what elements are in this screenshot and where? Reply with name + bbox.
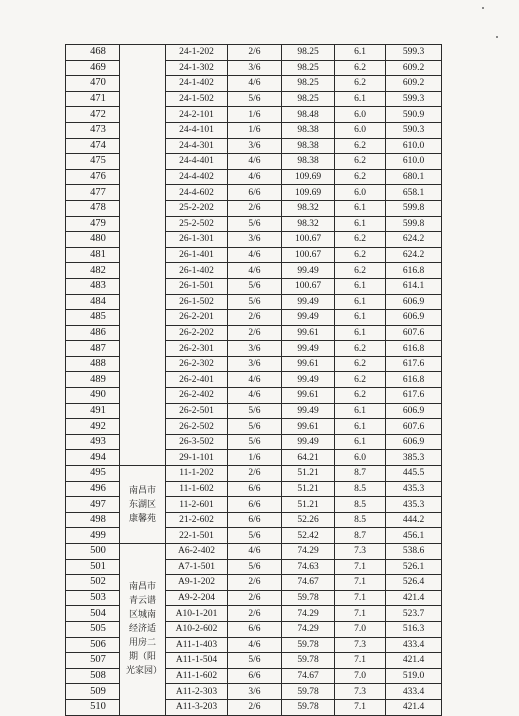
floor-area-cell: 109.69 xyxy=(282,185,335,201)
unit-number-cell: 24-4-301 xyxy=(166,138,228,154)
unit-number-cell: 22-1-501 xyxy=(166,528,228,544)
unit-number-cell: 26-1-301 xyxy=(166,232,228,248)
total-price-cell: 606.9 xyxy=(386,403,442,419)
floor-level-cell: 2/6 xyxy=(228,575,282,591)
unit-number-cell: 26-2-401 xyxy=(166,372,228,388)
total-price-cell: 610.0 xyxy=(386,138,442,154)
row-number-cell: 488 xyxy=(66,356,120,372)
unit-price-cell: 7.1 xyxy=(335,559,386,575)
floor-area-cell: 99.49 xyxy=(282,341,335,357)
unit-price-cell: 7.1 xyxy=(335,590,386,606)
row-number-cell: 495 xyxy=(66,466,120,482)
total-price-cell: 456.1 xyxy=(386,528,442,544)
floor-area-cell: 59.78 xyxy=(282,637,335,653)
row-number-cell: 499 xyxy=(66,528,120,544)
total-price-cell: 421.4 xyxy=(386,699,442,715)
unit-number-cell: 26-2-501 xyxy=(166,403,228,419)
row-number-cell: 490 xyxy=(66,388,120,404)
floor-level-cell: 6/6 xyxy=(228,512,282,528)
total-price-cell: 607.6 xyxy=(386,419,442,435)
unit-number-cell: 26-1-401 xyxy=(166,247,228,263)
unit-price-cell: 6.2 xyxy=(335,76,386,92)
unit-price-cell: 6.1 xyxy=(335,200,386,216)
total-price-cell: 590.9 xyxy=(386,107,442,123)
row-number-cell: 491 xyxy=(66,403,120,419)
row-number-cell: 470 xyxy=(66,76,120,92)
unit-price-cell: 6.1 xyxy=(335,278,386,294)
housing-unit-table xyxy=(65,44,442,716)
floor-level-cell: 1/6 xyxy=(228,107,282,123)
floor-level-cell: 6/6 xyxy=(228,481,282,497)
row-number-cell: 469 xyxy=(66,60,120,76)
unit-price-cell: 6.1 xyxy=(335,419,386,435)
row-number-cell: 502 xyxy=(66,575,120,591)
floor-area-cell: 99.49 xyxy=(282,403,335,419)
floor-area-cell: 98.32 xyxy=(282,216,335,232)
floor-level-cell: 4/6 xyxy=(228,544,282,560)
floor-level-cell: 3/6 xyxy=(228,60,282,76)
total-price-cell: 445.5 xyxy=(386,466,442,482)
row-number-cell: 494 xyxy=(66,450,120,466)
floor-area-cell: 59.78 xyxy=(282,653,335,669)
total-price-cell: 606.9 xyxy=(386,294,442,310)
row-number-cell: 468 xyxy=(66,45,120,61)
unit-price-cell: 6.2 xyxy=(335,232,386,248)
floor-level-cell: 2/6 xyxy=(228,466,282,482)
floor-area-cell: 59.78 xyxy=(282,684,335,700)
total-price-cell: 616.8 xyxy=(386,372,442,388)
total-price-cell: 435.3 xyxy=(386,481,442,497)
total-price-cell: 614.1 xyxy=(386,278,442,294)
total-price-cell: 617.6 xyxy=(386,388,442,404)
unit-price-cell: 6.2 xyxy=(335,154,386,170)
floor-area-cell: 99.49 xyxy=(282,310,335,326)
total-price-cell: 616.8 xyxy=(386,263,442,279)
unit-number-cell: 24-4-401 xyxy=(166,154,228,170)
unit-price-cell: 6.1 xyxy=(335,216,386,232)
row-number-cell: 475 xyxy=(66,154,120,170)
total-price-cell: 610.0 xyxy=(386,154,442,170)
row-number-cell: 492 xyxy=(66,419,120,435)
row-number-cell: 505 xyxy=(66,621,120,637)
floor-area-cell: 100.67 xyxy=(282,278,335,294)
floor-area-cell: 98.38 xyxy=(282,122,335,138)
floor-level-cell: 5/6 xyxy=(228,419,282,435)
total-price-cell: 599.8 xyxy=(386,200,442,216)
unit-number-cell: 11-1-202 xyxy=(166,466,228,482)
unit-number-cell: 11-2-601 xyxy=(166,497,228,513)
unit-number-cell: 21-2-602 xyxy=(166,512,228,528)
floor-area-cell: 98.32 xyxy=(282,200,335,216)
unit-number-cell: 26-2-402 xyxy=(166,388,228,404)
row-number-cell: 476 xyxy=(66,169,120,185)
row-number-cell: 477 xyxy=(66,185,120,201)
floor-area-cell: 98.48 xyxy=(282,107,335,123)
unit-price-cell: 6.1 xyxy=(335,403,386,419)
row-number-cell: 508 xyxy=(66,668,120,684)
total-price-cell: 590.3 xyxy=(386,122,442,138)
unit-number-cell: A11-1-403 xyxy=(166,637,228,653)
floor-area-cell: 74.63 xyxy=(282,559,335,575)
unit-price-cell: 6.1 xyxy=(335,325,386,341)
unit-price-cell: 6.2 xyxy=(335,388,386,404)
total-price-cell: 609.2 xyxy=(386,76,442,92)
table-row xyxy=(66,466,442,482)
floor-level-cell: 3/6 xyxy=(228,138,282,154)
floor-area-cell: 51.21 xyxy=(282,466,335,482)
table-row xyxy=(66,45,442,61)
floor-level-cell: 2/6 xyxy=(228,590,282,606)
floor-level-cell: 5/6 xyxy=(228,294,282,310)
unit-price-cell: 6.2 xyxy=(335,247,386,263)
floor-area-cell: 59.78 xyxy=(282,699,335,715)
unit-price-cell: 8.5 xyxy=(335,481,386,497)
row-number-cell: 482 xyxy=(66,263,120,279)
unit-number-cell: 24-4-101 xyxy=(166,122,228,138)
unit-price-cell: 6.1 xyxy=(335,434,386,450)
unit-price-cell: 6.0 xyxy=(335,185,386,201)
total-price-cell: 526.1 xyxy=(386,559,442,575)
total-price-cell: 421.4 xyxy=(386,653,442,669)
total-price-cell: 624.2 xyxy=(386,232,442,248)
row-number-cell: 474 xyxy=(66,138,120,154)
unit-number-cell: A11-1-504 xyxy=(166,653,228,669)
total-price-cell: 599.3 xyxy=(386,91,442,107)
total-price-cell: 385.3 xyxy=(386,450,442,466)
unit-number-cell: 24-1-202 xyxy=(166,45,228,61)
unit-number-cell: A9-1-202 xyxy=(166,575,228,591)
row-number-cell: 489 xyxy=(66,372,120,388)
floor-level-cell: 3/6 xyxy=(228,356,282,372)
unit-number-cell: 26-3-502 xyxy=(166,434,228,450)
floor-level-cell: 4/6 xyxy=(228,169,282,185)
scan-speck xyxy=(496,36,498,38)
floor-area-cell: 59.78 xyxy=(282,590,335,606)
floor-level-cell: 2/6 xyxy=(228,606,282,622)
unit-price-cell: 6.2 xyxy=(335,60,386,76)
unit-price-cell: 7.1 xyxy=(335,653,386,669)
unit-price-cell: 7.1 xyxy=(335,606,386,622)
floor-area-cell: 100.67 xyxy=(282,247,335,263)
floor-level-cell: 4/6 xyxy=(228,637,282,653)
floor-area-cell: 100.67 xyxy=(282,232,335,248)
floor-area-cell: 99.49 xyxy=(282,372,335,388)
unit-price-cell: 6.0 xyxy=(335,450,386,466)
unit-number-cell: 26-2-502 xyxy=(166,419,228,435)
unit-price-cell: 6.2 xyxy=(335,138,386,154)
total-price-cell: 599.8 xyxy=(386,216,442,232)
row-number-cell: 472 xyxy=(66,107,120,123)
table-row xyxy=(66,544,442,560)
floor-level-cell: 4/6 xyxy=(228,76,282,92)
row-number-cell: 503 xyxy=(66,590,120,606)
row-number-cell: 480 xyxy=(66,232,120,248)
total-price-cell: 526.4 xyxy=(386,575,442,591)
unit-number-cell: A11-3-203 xyxy=(166,699,228,715)
unit-price-cell: 6.2 xyxy=(335,169,386,185)
total-price-cell: 609.2 xyxy=(386,60,442,76)
unit-number-cell: 25-2-202 xyxy=(166,200,228,216)
unit-price-cell: 7.0 xyxy=(335,621,386,637)
floor-level-cell: 2/6 xyxy=(228,45,282,61)
floor-area-cell: 99.49 xyxy=(282,434,335,450)
total-price-cell: 516.3 xyxy=(386,621,442,637)
row-number-cell: 473 xyxy=(66,122,120,138)
floor-area-cell: 52.42 xyxy=(282,528,335,544)
unit-price-cell: 8.7 xyxy=(335,466,386,482)
row-number-cell: 496 xyxy=(66,481,120,497)
floor-area-cell: 98.25 xyxy=(282,45,335,61)
floor-level-cell: 4/6 xyxy=(228,263,282,279)
floor-level-cell: 1/6 xyxy=(228,450,282,466)
floor-level-cell: 5/6 xyxy=(228,528,282,544)
total-price-cell: 433.4 xyxy=(386,637,442,653)
floor-level-cell: 4/6 xyxy=(228,388,282,404)
row-number-cell: 506 xyxy=(66,637,120,653)
total-price-cell: 624.2 xyxy=(386,247,442,263)
floor-area-cell: 74.29 xyxy=(282,544,335,560)
unit-number-cell: A6-2-402 xyxy=(166,544,228,560)
row-number-cell: 471 xyxy=(66,91,120,107)
floor-level-cell: 2/6 xyxy=(228,325,282,341)
unit-number-cell: 29-1-101 xyxy=(166,450,228,466)
floor-area-cell: 109.69 xyxy=(282,169,335,185)
project-name-cell xyxy=(120,45,166,466)
floor-area-cell: 99.49 xyxy=(282,263,335,279)
floor-area-cell: 74.67 xyxy=(282,668,335,684)
floor-level-cell: 3/6 xyxy=(228,232,282,248)
unit-number-cell: 26-2-302 xyxy=(166,356,228,372)
unit-price-cell: 8.7 xyxy=(335,528,386,544)
total-price-cell: 523.7 xyxy=(386,606,442,622)
floor-level-cell: 5/6 xyxy=(228,403,282,419)
total-price-cell: 606.9 xyxy=(386,310,442,326)
floor-level-cell: 5/6 xyxy=(228,278,282,294)
unit-number-cell: 26-2-201 xyxy=(166,310,228,326)
unit-number-cell: A10-2-602 xyxy=(166,621,228,637)
unit-price-cell: 7.1 xyxy=(335,699,386,715)
unit-number-cell: A11-2-303 xyxy=(166,684,228,700)
unit-number-cell: 24-1-502 xyxy=(166,91,228,107)
unit-price-cell: 7.3 xyxy=(335,637,386,653)
unit-price-cell: 6.0 xyxy=(335,122,386,138)
row-number-cell: 481 xyxy=(66,247,120,263)
total-price-cell: 617.6 xyxy=(386,356,442,372)
total-price-cell: 421.4 xyxy=(386,590,442,606)
unit-price-cell: 6.1 xyxy=(335,45,386,61)
floor-level-cell: 6/6 xyxy=(228,621,282,637)
floor-level-cell: 5/6 xyxy=(228,653,282,669)
unit-price-cell: 6.1 xyxy=(335,310,386,326)
floor-level-cell: 6/6 xyxy=(228,668,282,684)
unit-number-cell: 24-1-302 xyxy=(166,60,228,76)
floor-area-cell: 51.21 xyxy=(282,481,335,497)
unit-number-cell: A7-1-501 xyxy=(166,559,228,575)
unit-price-cell: 6.1 xyxy=(335,91,386,107)
row-number-cell: 479 xyxy=(66,216,120,232)
floor-area-cell: 99.61 xyxy=(282,356,335,372)
floor-area-cell: 98.25 xyxy=(282,60,335,76)
unit-number-cell: 24-1-402 xyxy=(166,76,228,92)
floor-area-cell: 98.38 xyxy=(282,154,335,170)
unit-number-cell: 26-1-402 xyxy=(166,263,228,279)
floor-area-cell: 64.21 xyxy=(282,450,335,466)
unit-number-cell: A9-2-204 xyxy=(166,590,228,606)
unit-number-cell: 26-2-202 xyxy=(166,325,228,341)
floor-area-cell: 51.21 xyxy=(282,497,335,513)
floor-level-cell: 5/6 xyxy=(228,434,282,450)
floor-level-cell: 1/6 xyxy=(228,122,282,138)
row-number-cell: 485 xyxy=(66,310,120,326)
floor-level-cell: 2/6 xyxy=(228,200,282,216)
row-number-cell: 486 xyxy=(66,325,120,341)
row-number-cell: 510 xyxy=(66,699,120,715)
total-price-cell: 444.2 xyxy=(386,512,442,528)
unit-number-cell: 11-1-602 xyxy=(166,481,228,497)
row-number-cell: 501 xyxy=(66,559,120,575)
unit-price-cell: 6.2 xyxy=(335,263,386,279)
row-number-cell: 483 xyxy=(66,278,120,294)
row-number-cell: 507 xyxy=(66,653,120,669)
total-price-cell: 606.9 xyxy=(386,434,442,450)
unit-number-cell: 24-2-101 xyxy=(166,107,228,123)
row-number-cell: 500 xyxy=(66,544,120,560)
project-name-cell: 南昌市青云谱区城南经济适用房二期（阳光家园） xyxy=(120,544,166,716)
floor-area-cell: 52.26 xyxy=(282,512,335,528)
row-number-cell: 487 xyxy=(66,341,120,357)
floor-area-cell: 99.61 xyxy=(282,388,335,404)
unit-price-cell: 7.3 xyxy=(335,544,386,560)
unit-number-cell: A11-1-602 xyxy=(166,668,228,684)
floor-level-cell: 5/6 xyxy=(228,91,282,107)
total-price-cell: 616.8 xyxy=(386,341,442,357)
total-price-cell: 519.0 xyxy=(386,668,442,684)
floor-area-cell: 74.29 xyxy=(282,606,335,622)
floor-level-cell: 3/6 xyxy=(228,341,282,357)
unit-price-cell: 6.2 xyxy=(335,356,386,372)
floor-area-cell: 99.49 xyxy=(282,294,335,310)
unit-price-cell: 7.3 xyxy=(335,684,386,700)
unit-price-cell: 7.0 xyxy=(335,668,386,684)
row-number-cell: 484 xyxy=(66,294,120,310)
row-number-cell: 497 xyxy=(66,497,120,513)
total-price-cell: 658.1 xyxy=(386,185,442,201)
row-number-cell: 504 xyxy=(66,606,120,622)
floor-area-cell: 99.61 xyxy=(282,325,335,341)
floor-area-cell: 98.25 xyxy=(282,91,335,107)
floor-area-cell: 74.67 xyxy=(282,575,335,591)
unit-price-cell: 6.2 xyxy=(335,341,386,357)
total-price-cell: 599.3 xyxy=(386,45,442,61)
floor-level-cell: 5/6 xyxy=(228,216,282,232)
unit-number-cell: 24-4-402 xyxy=(166,169,228,185)
floor-level-cell: 6/6 xyxy=(228,497,282,513)
floor-level-cell: 6/6 xyxy=(228,185,282,201)
floor-area-cell: 98.38 xyxy=(282,138,335,154)
floor-area-cell: 74.29 xyxy=(282,621,335,637)
row-number-cell: 493 xyxy=(66,434,120,450)
unit-price-cell: 8.5 xyxy=(335,497,386,513)
unit-price-cell: 7.1 xyxy=(335,575,386,591)
unit-price-cell: 6.0 xyxy=(335,107,386,123)
row-number-cell: 509 xyxy=(66,684,120,700)
unit-number-cell: 25-2-502 xyxy=(166,216,228,232)
floor-level-cell: 2/6 xyxy=(228,310,282,326)
floor-level-cell: 3/6 xyxy=(228,684,282,700)
floor-level-cell: 4/6 xyxy=(228,154,282,170)
row-number-cell: 498 xyxy=(66,512,120,528)
unit-number-cell: 26-1-501 xyxy=(166,278,228,294)
unit-number-cell: 24-4-602 xyxy=(166,185,228,201)
floor-level-cell: 5/6 xyxy=(228,559,282,575)
unit-number-cell: A10-1-201 xyxy=(166,606,228,622)
total-price-cell: 435.3 xyxy=(386,497,442,513)
floor-area-cell: 98.25 xyxy=(282,76,335,92)
unit-price-cell: 6.2 xyxy=(335,372,386,388)
total-price-cell: 538.6 xyxy=(386,544,442,560)
row-number-cell: 478 xyxy=(66,200,120,216)
unit-price-cell: 8.5 xyxy=(335,512,386,528)
scan-speck xyxy=(482,7,484,9)
floor-level-cell: 4/6 xyxy=(228,247,282,263)
floor-area-cell: 99.61 xyxy=(282,419,335,435)
floor-level-cell: 4/6 xyxy=(228,372,282,388)
floor-level-cell: 2/6 xyxy=(228,699,282,715)
total-price-cell: 433.4 xyxy=(386,684,442,700)
unit-number-cell: 26-2-301 xyxy=(166,341,228,357)
unit-number-cell: 26-1-502 xyxy=(166,294,228,310)
unit-price-cell: 6.1 xyxy=(335,294,386,310)
total-price-cell: 607.6 xyxy=(386,325,442,341)
total-price-cell: 680.1 xyxy=(386,169,442,185)
project-name-cell: 南昌市东湖区康馨苑 xyxy=(120,466,166,544)
